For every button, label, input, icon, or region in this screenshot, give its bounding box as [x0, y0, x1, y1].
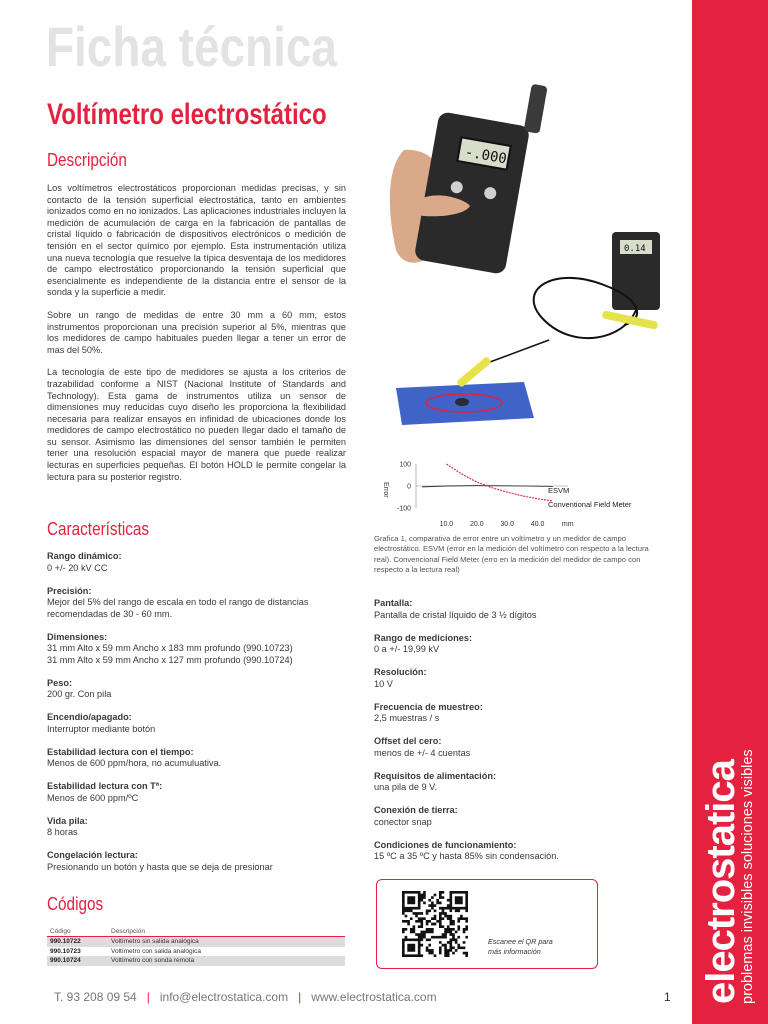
qr-text-line: Escanee el QR para	[488, 937, 553, 946]
doc-type-heading: Ficha técnica	[46, 15, 337, 78]
footer-separator: |	[146, 990, 150, 1004]
spec-value: 31 mm Alto x 59 mm Ancho x 183 mm profundo (990.10723)	[47, 643, 293, 653]
spec-item	[47, 551, 352, 574]
footer-email[interactable]: info@electrostatica.com	[159, 990, 289, 1004]
qr-instructions	[488, 937, 553, 956]
product-photo	[374, 70, 674, 440]
spec-value: Interruptor mediante botón	[47, 723, 156, 734]
spec-label: Congelación lectura:	[47, 850, 138, 860]
codes-heading: Códigos	[47, 894, 104, 914]
spec-value: Menos de 600 ppm/hora, no acumuluativa.	[47, 758, 222, 768]
spec-label: Rango dinámico:	[47, 551, 122, 561]
spec-value: 10 V	[374, 678, 393, 689]
spec-item	[47, 678, 352, 701]
spec-value: 15 ºC a 35 ºC y hasta 85% sin condensación.	[374, 851, 559, 861]
y-axis-label: Error	[382, 482, 389, 498]
table-row	[47, 956, 345, 966]
spec-value: 8 horas	[47, 827, 78, 837]
handheld-meter	[414, 111, 531, 275]
spec-item	[47, 781, 352, 804]
measurement-point	[455, 398, 469, 406]
spec-item	[374, 633, 674, 656]
specs-right	[374, 598, 674, 874]
spec-label: Resolución:	[374, 667, 427, 677]
y-tick-label: 0	[407, 483, 411, 491]
qr-code[interactable]	[402, 891, 468, 957]
description-paragraph: Sobre un rango de medidas de entre 30 mm a 60 mm, estos instrumentos proporcionan una precisión superior al 5%, mientras que los medidores de campo habituales pueden llegar a tener un error de mas del 50%.	[47, 309, 346, 355]
x-tick-label: 30.0	[500, 521, 515, 528]
table-row	[47, 937, 345, 947]
spec-label: Estabilidad lectura con Tª:	[47, 781, 163, 791]
description-cell: Voltímetro sin salida analógica	[111, 938, 199, 946]
spec-value: 2,5 muestras / s	[374, 713, 440, 723]
spec-value: una pila de 9 V.	[374, 782, 438, 792]
spec-value: 200 gr. Con pila	[47, 689, 112, 699]
spec-value: Pantalla de cristal líquido de 3 ½ dígitos	[374, 609, 537, 620]
spec-value: 0 +/- 20 kV CC	[47, 562, 108, 573]
footer-phone: T. 93 208 09 54	[54, 990, 137, 1004]
spec-item	[374, 702, 674, 725]
remote-lcd-readout: 0.14	[624, 244, 646, 254]
footer-separator: |	[298, 990, 302, 1004]
column-header: Código	[50, 927, 71, 935]
probe-tip	[524, 84, 548, 134]
y-tick-label: -100	[396, 505, 411, 513]
description-heading: Descripción	[47, 150, 127, 170]
spec-label: Estabilidad lectura con el tiempo:	[47, 746, 194, 757]
footer-contact	[54, 990, 437, 1004]
column-header: Descripción	[111, 927, 145, 935]
product-title: Voltímetro electrostático	[47, 98, 327, 131]
spec-value: Menos de 600 ppm/ºC	[47, 792, 139, 803]
spec-label: Frecuencia de muestreo:	[374, 701, 483, 712]
spec-label: Precisión:	[47, 585, 92, 596]
spec-item	[47, 586, 352, 621]
spec-label: Dimensiones:	[47, 631, 108, 642]
chart-caption: Grafica 1, comparativa de error entre un voltímetro y un medidor de campo electrostático. ESVM (error en la medición del voltímetro con respecto a la lectura real). Convencional Field Meter (erro en la medición del medidor de campo con respecto a la lectura real)	[374, 534, 649, 575]
spec-item	[374, 598, 674, 621]
spec-item	[47, 632, 352, 667]
remote-probe	[602, 310, 658, 329]
spec-label: Pantalla:	[374, 598, 413, 608]
spec-label: Condiciones de funcionamiento:	[374, 839, 517, 850]
spec-value: Mejor del 5% del rango de escala en todo el rango de distancias recomendadas de 30 - 60 mm.	[47, 597, 309, 619]
spec-value: Presionando un botón y hasta que se deja de presionar	[47, 861, 273, 872]
code-cell: 990.10722	[50, 938, 81, 946]
spec-item	[374, 805, 674, 828]
description-paragraph: La tecnología de este tipo de medidores se ajusta a los criterios de trazabilidad conforme a NIST (Nacional Institute of Standards and Technology). Esta gama de instrumentos utiliza un sensor de dimensiones muy reducidas cuyo diseño les proporciona la flexibilidad necesaria para realizar ensayos en infinidad de ubicaciones donde los medidores de campo electrostático no pueden llegar dado el tamaño de su sensor. Asimismo las dimensiones del sensor también le permiten tener una resolución espacial mayor de manera que puede realizar lecturas en superficies pequeñas. El botón HOLD le permite congelar la lectura para su posterior registro.	[47, 367, 346, 482]
spec-item	[374, 667, 674, 690]
x-axis-label: mm	[561, 521, 574, 528]
table-row	[47, 947, 345, 957]
spec-value: conector snap	[374, 816, 432, 827]
qr-text-line: más información	[488, 946, 541, 956]
probe-pen	[456, 356, 492, 388]
spec-label: Encendio/apagado:	[47, 712, 132, 722]
description-paragraph: Los voltímetros electrostáticos proporcionan medidas precisas, y sin contacto de la tensión superficial electrostática, tanto en ambientes ionizados como en no ionizados. Las aplicaciones industriales incluyen la medición de acumulación de carga en la fabricación de pantallas de cristal líquido o fabricación de dispositivos electrónicos o medición de tensión en el sector químico por ejemplo. Esta instrumentación utiliza una nueva tecnología que resuelve la típica desventaja de los medidores de campo electrostático proporcionando la tensión superficial que esencialmente es independiente de la distancia entre el sensor de la sonda y la superficie a medir.	[47, 183, 346, 298]
x-tick-label: 40.0	[530, 521, 545, 528]
brand-logo	[700, 704, 756, 1004]
spec-value: 31 mm Alto x 59 mm Ancho x 127 mm profundo (990.10724)	[47, 654, 293, 665]
code-cell: 990.10724	[50, 957, 81, 965]
characteristics-heading: Características	[47, 519, 150, 539]
spec-label: Conexión de tierra:	[374, 805, 458, 815]
spec-value: 0 a +/- 19,99 kV	[374, 644, 440, 654]
probe-wire	[490, 340, 549, 362]
qr-modules	[402, 891, 468, 957]
spec-item	[47, 816, 352, 839]
handheld-lcd-readout: -.000	[463, 144, 508, 168]
table-header-row	[47, 926, 345, 937]
spec-item	[374, 840, 674, 863]
x-tick-label: 20.0	[469, 521, 484, 528]
spec-label: Requisitos de alimentación:	[374, 770, 497, 781]
code-cell: 990.10723	[50, 947, 81, 955]
spec-label: Offset del cero:	[374, 736, 442, 746]
page-number: 1	[664, 990, 671, 1004]
spec-item	[374, 771, 674, 794]
spec-value: menos de +/- 4 cuentas	[374, 747, 471, 758]
description-cell: Voltímetro con salida analógica	[111, 947, 201, 955]
spec-item	[47, 712, 352, 735]
specs-left	[47, 551, 352, 885]
error-chart	[372, 452, 674, 532]
codes-table	[47, 926, 345, 966]
brand-name: electrostatica	[699, 760, 743, 1004]
description-text	[47, 183, 346, 494]
spec-label: Rango de mediciones:	[374, 632, 473, 643]
spec-label: Peso:	[47, 677, 73, 688]
legend-label: Conventional Field Meter	[548, 500, 632, 509]
spec-item	[47, 747, 352, 770]
series-line	[446, 464, 552, 501]
x-tick-label: 10.0	[439, 521, 454, 528]
brand-tagline: problemas invisibles soluciones visibles	[740, 749, 756, 1004]
description-cell: Voltímetro con sonda remota	[111, 957, 195, 965]
footer-website[interactable]: www.electrostatica.com	[311, 990, 437, 1004]
spec-label: Vida pila:	[47, 815, 88, 826]
legend-label: ESVM	[548, 486, 570, 495]
spec-item	[374, 736, 674, 759]
y-tick-label: 100	[399, 461, 411, 469]
spec-item	[47, 850, 352, 873]
